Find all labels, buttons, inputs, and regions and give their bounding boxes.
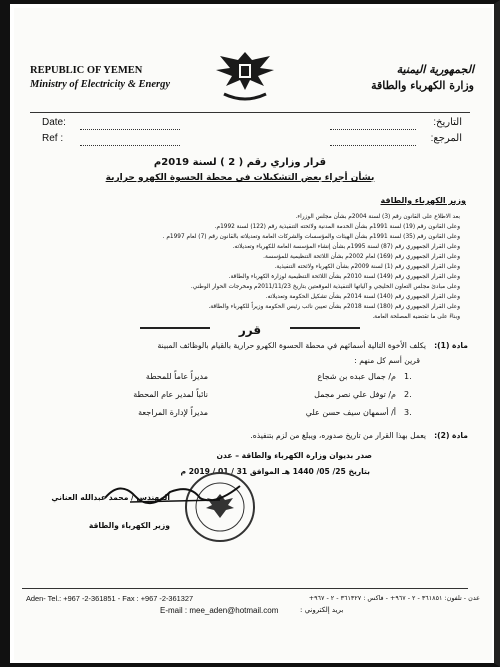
date-label-en: Date: — [42, 117, 66, 128]
letterhead-arabic — [371, 62, 474, 94]
member-name: م/ توفل علي نصر مجمل — [314, 390, 396, 399]
article2-text: يعمل بهذا القرار من تاريخ صدوره، ويبلغ من لزم بتنفيذه. — [250, 431, 426, 440]
preamble-item: وعلى القرار الجمهوري رقم (149) لسنة 2010م بشأن اللائحة التنظيمية لوزارة الكهرباء والطاقة. — [228, 274, 460, 280]
signatory-name: المهندس / محمد عبدالله العناني — [51, 493, 170, 502]
header-rule — [30, 112, 470, 113]
article2-label: مادة (2): — [434, 431, 468, 440]
ref-label-en: Ref : — [42, 133, 64, 144]
article1-continuation: قرين أسم كل منهم : — [354, 356, 420, 365]
decree-rule-right — [290, 327, 360, 329]
ref-label-ar: المرجع: — [430, 133, 462, 144]
ministry-name-en: Ministry of Electricity & Energy — [30, 79, 170, 90]
preamble-item: وعلى القرار الجمهوري رقم (140) لسنة 2014م بشأن تشكيل الحكومة وتعديلاته. — [265, 294, 460, 300]
preamble-item: بعد الاطلاع على القانون رقم (3) لسنة 2004م بشأن مجلس الوزراء. — [295, 214, 460, 220]
yemen-eagle-emblem-icon — [210, 42, 280, 110]
member-name: م/ جمال عبده بن شجاع — [317, 372, 396, 381]
decree-word: قرر — [238, 323, 262, 337]
ref-line-ar — [330, 145, 416, 146]
member-number: 3. — [404, 408, 412, 417]
member-role: نائباً لمدير عام المحطة — [133, 390, 208, 399]
preamble-item: وعلى القرار الجمهوري رقم (1) لسنة 2009م بشأن الكهرباء ولائحته التنفيذية. — [274, 264, 460, 270]
ministry-name-ar: وزارة الكهرباء والطاقة — [371, 79, 474, 92]
date-line-ar — [330, 129, 416, 130]
preamble-item: وعلى القانون رقم (19) لسنة 1991م بشأن الخدمة المدنية ولائحته التنفيذية رقم (122) لسنة 1992م. — [214, 224, 460, 230]
member-number: 2. — [404, 390, 412, 399]
minister-heading: وزير الكهرباء والطاقة — [380, 196, 466, 205]
preamble-item: وبناءً على ما تقتضيه المصلحة العامة. — [372, 314, 460, 320]
article1-label: مادة (1): — [434, 341, 468, 350]
article1-text: يكلف الأخوة التالية أسمائهم في محطة الحسوة الكهرو حرارية بالقيام بالوظائف المبينة — [157, 341, 426, 350]
footer-email-en: E-mail : mee_aden@hotmail.com — [160, 606, 279, 615]
date-line-en — [80, 129, 180, 130]
footer-email-ar: بريد إلكتروني : — [300, 606, 344, 614]
decision-title: قرار وزاري رقم ( 2 ) لسنة 2019م — [153, 157, 327, 168]
decree-rule-left — [140, 327, 210, 329]
member-number: 1. — [404, 372, 412, 381]
footer-contact-en: Aden- Tel.: +967 -2-361851 - Fax : +967 -2-361327 — [26, 594, 194, 603]
member-role: مديراً لإدارة المراجعة — [138, 408, 208, 417]
signatory-title: وزير الكهرباء والطاقة — [88, 521, 170, 530]
preamble-item: وعلى القرار الجمهوري رقم (180) لسنة 2018م بشأن تعيين نائب رئيس الحكومة وزيراً للكهرباء والطاقة. — [208, 304, 460, 310]
preamble-item: وعلى القرار الجمهوري رقم (169) لعام 2002م بشأن اللائحة التنظيمية للمؤسسة. — [263, 254, 460, 260]
preamble-item: وعلى القانون رقم (35) لسنة 1991م بشأن الهيئات والمؤسسات والشركات العامة وتعديلاته بالقانون رقم (7) لعام 1997م . — [162, 234, 460, 240]
issued-at: صدر بديوان وزارة الكهرباء والطاقة – عدن — [216, 451, 372, 460]
letterhead-english — [30, 64, 170, 92]
issued-date: بتاريخ 25/ 05/ 1440 هـ الموافق 31 / 01 / 2019 م — [180, 467, 370, 476]
date-label-ar: التاريخ: — [433, 117, 462, 128]
footer-contact-ar: عدن - تلفون: ٣٦١٨٥١ - ٢ - ٩٦٧+ - فاكس : ٣٦١٣٢٧ - ٢ - ٩٦٧+ — [308, 594, 480, 602]
ref-line-en — [80, 145, 180, 146]
footer-rule — [22, 588, 468, 589]
decision-subject: بشأن أجراء بعض التشكيلات في محطة الحسوة الكهرو حرارية — [105, 173, 375, 183]
country-name-ar: الجمهورية اليمنية — [396, 63, 474, 76]
member-name: أ/ أسمهان سيف حسن علي — [305, 408, 396, 417]
member-role: مديراً عاماً للمحطة — [145, 372, 208, 381]
preamble-list — [40, 212, 460, 322]
preamble-item: وعلى القرار الجمهوري رقم (87) لسنة 1995م بشأن إنشاء المؤسسة العامة للكهرباء وتعديلاته. — [232, 244, 460, 250]
preamble-item: وعلى مبادئ مجلس التعاون الخليجي و آلياتها التنفيذية الموقعتين بتاريخ 2011/11/23م ومخرجات الحوار الوطني. — [190, 284, 460, 290]
country-name-en: REPUBLIC OF YEMEN — [30, 65, 143, 76]
members-list — [0, 370, 500, 420]
